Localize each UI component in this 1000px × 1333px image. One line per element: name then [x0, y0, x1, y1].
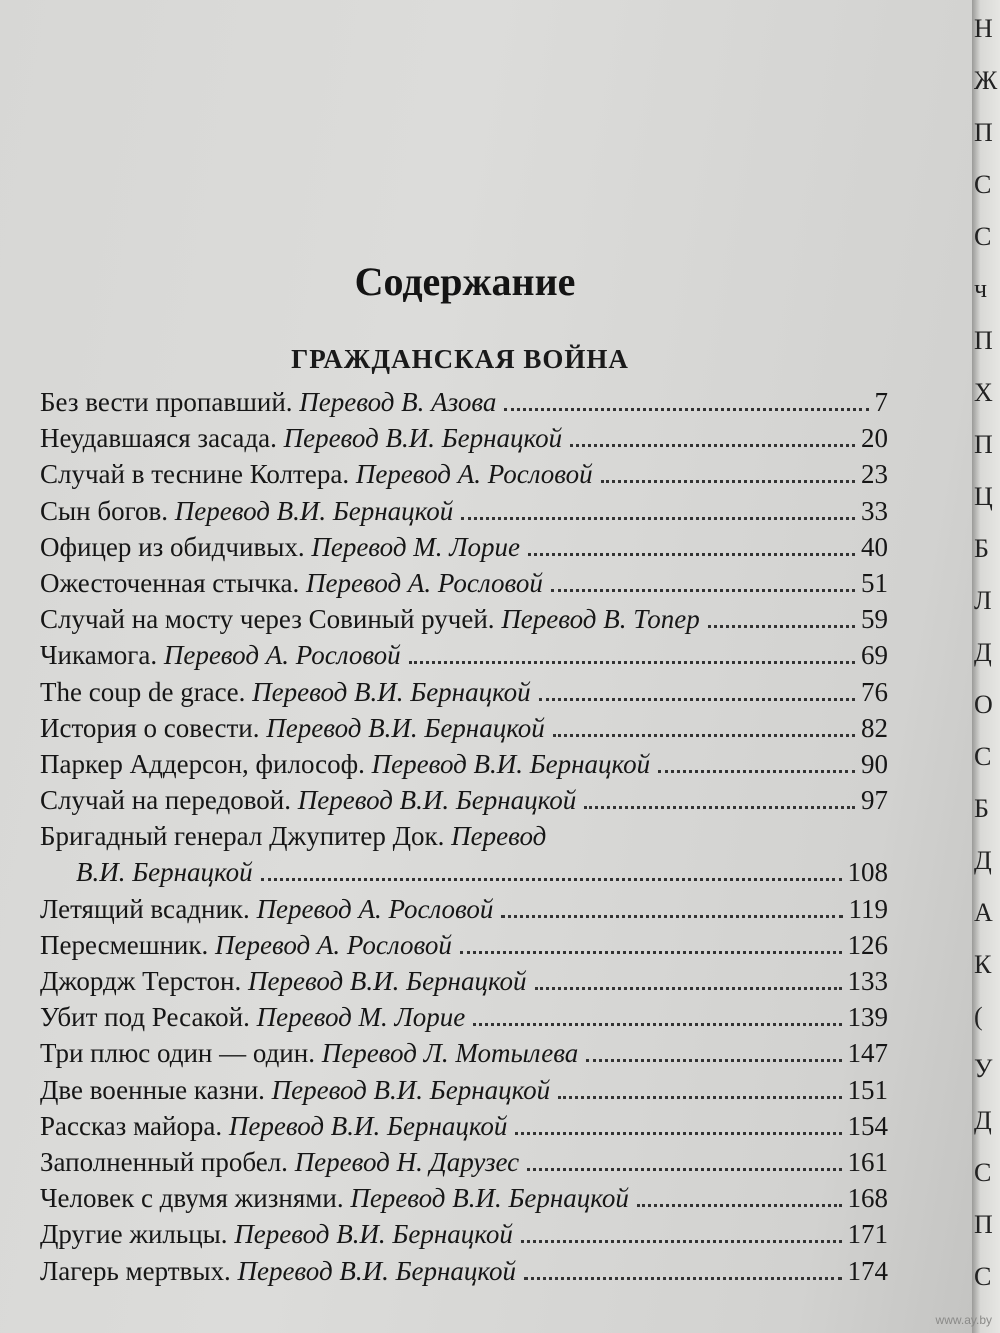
- edge-letter: П: [974, 430, 993, 459]
- entry-title: Без вести пропавший.: [40, 387, 293, 417]
- page-title: Содержание: [354, 259, 576, 304]
- leader-dots: [551, 589, 855, 592]
- entry-translator: Перевод В.И. Бернацкой: [228, 1110, 508, 1141]
- entry-title: История о совести.: [40, 712, 260, 743]
- edge-letter: О: [974, 690, 993, 719]
- toc-entry: [40, 674, 888, 710]
- edge-letter: Б: [974, 794, 989, 823]
- entry-title: Пересмешник.: [40, 929, 209, 960]
- entry-title: Случай на мосту через Совиный ручей.: [40, 604, 495, 635]
- toc-entry: [40, 565, 888, 601]
- edge-letter: Н: [974, 14, 993, 43]
- edge-letter: П: [974, 118, 993, 147]
- toc-entry: [40, 1253, 888, 1289]
- edge-letter: П: [974, 326, 993, 355]
- entry-title: Неудавшаяся засада.: [40, 423, 277, 454]
- adjacent-page-edge: [972, 0, 1000, 1333]
- entry-title: Заполненный пробел.: [40, 1146, 288, 1177]
- leader-dots: [539, 698, 855, 701]
- toc-entry: [40, 601, 888, 637]
- leader-dots: [584, 806, 855, 809]
- entry-page-number: 97: [861, 785, 888, 816]
- edge-letter: К: [974, 950, 992, 979]
- entry-translator: Перевод В.И. Бернацкой: [266, 712, 545, 743]
- toc-entry: [40, 1216, 888, 1252]
- toc-entry: [40, 710, 888, 746]
- edge-letter: С: [974, 742, 992, 771]
- entry-page-number: 82: [861, 712, 888, 743]
- entry-title: Чикамога.: [40, 640, 158, 671]
- entry-title: Случай на передовой.: [40, 785, 291, 816]
- entry-page-number: 23: [861, 459, 888, 490]
- entry-translator: Перевод А. Рословой: [215, 929, 452, 960]
- edge-letter: П: [974, 1210, 993, 1239]
- entry-page-number: 161: [847, 1146, 888, 1177]
- entry-page-number: 76: [861, 676, 888, 707]
- entry-translator: Перевод В.И. Бернацкой: [283, 423, 563, 454]
- leader-dots: [460, 951, 842, 954]
- entry-translator: Перевод В.И. Бернацкой: [297, 785, 577, 816]
- toc-entry: [40, 999, 888, 1035]
- entry-title: Лагерь мертвых.: [40, 1255, 231, 1286]
- entry-translator: Перевод В.И. Бернацкой: [350, 1183, 629, 1214]
- toc-entry: [40, 384, 888, 420]
- watermark: www.ay.by: [935, 1313, 992, 1327]
- edge-letter: У: [974, 1054, 993, 1083]
- entry-title: Убит под Ресакой.: [40, 1002, 250, 1033]
- entry-page-number: 174: [847, 1255, 888, 1286]
- entry-page-number: 51: [861, 567, 888, 598]
- section-title: ГРАЖДАНСКАЯ ВОЙНА: [291, 344, 629, 374]
- entry-title: The coup de grace.: [40, 676, 246, 707]
- edge-letter: Д: [974, 638, 992, 667]
- leader-dots: [637, 1204, 842, 1207]
- entry-translator: Перевод А. Рословой: [355, 459, 593, 490]
- edge-letter: Ж: [974, 66, 998, 95]
- entry-translator: Перевод В. Топер: [501, 604, 700, 635]
- toc-entry: [40, 637, 888, 673]
- entry-translator: Перевод В.И. Бернацкой: [271, 1074, 551, 1105]
- entry-title: Паркер Аддерсон, философ.: [40, 748, 365, 779]
- edge-letter: А: [974, 898, 993, 927]
- leader-dots: [461, 517, 855, 520]
- entry-title: Две военные казни.: [40, 1074, 265, 1105]
- toc-entry: [40, 456, 888, 492]
- leader-dots: [570, 444, 855, 447]
- edge-letter: С: [974, 222, 992, 251]
- entry-translator: Перевод В. Азова: [299, 387, 497, 417]
- toc-entry: [40, 963, 888, 999]
- entry-page-number: 7: [874, 387, 888, 417]
- entry-page-number: 126: [847, 929, 888, 960]
- entry-title: Случай в теснине Колтера.: [40, 459, 350, 490]
- entry-translator: Перевод В.И. Бернацкой: [234, 1219, 513, 1250]
- entry-page-number: 119: [848, 893, 888, 924]
- entry-title: Офицер из обидчивых.: [40, 531, 305, 562]
- leader-dots: [708, 625, 855, 628]
- leader-dots: [528, 553, 855, 556]
- entry-translator: Перевод М. Лорие: [256, 1002, 466, 1033]
- entry-page-number: 69: [861, 640, 888, 671]
- entry-title: Бригадный генерал Джупитер Док.: [40, 821, 445, 852]
- leader-dots: [535, 987, 842, 990]
- toc-entry: [40, 1035, 888, 1071]
- toc-entry: [40, 1180, 888, 1216]
- toc-entry: [40, 1072, 888, 1108]
- toc-entry: [40, 746, 888, 782]
- entry-title: Человек с двумя жизнями.: [40, 1183, 344, 1214]
- entry-translator: Перевод В.И. Бернацкой: [174, 495, 454, 526]
- leader-dots: [409, 661, 855, 664]
- toc-entry: [40, 1144, 888, 1180]
- entry-title: Летящий всадник.: [40, 893, 250, 924]
- entry-page-number: 40: [861, 531, 888, 562]
- entry-page-number: 59: [861, 604, 888, 635]
- edge-letter: Д: [974, 846, 992, 875]
- entry-page-number: 151: [847, 1074, 888, 1105]
- entry-page-number: 171: [847, 1219, 888, 1250]
- toc-entry: [40, 891, 888, 927]
- entry-page-number: 147: [847, 1038, 888, 1069]
- leader-dots: [527, 1168, 841, 1171]
- entry-page-number: 20: [861, 423, 888, 454]
- entry-translator: Перевод А. Рословой: [306, 567, 543, 598]
- edge-letter: С: [974, 1262, 992, 1291]
- table-of-contents: [40, 384, 888, 1289]
- edge-letter: Ц: [974, 482, 993, 511]
- leader-dots: [504, 408, 868, 411]
- edge-letter: С: [974, 170, 992, 199]
- leader-dots: [521, 1240, 842, 1243]
- leader-dots: [558, 1096, 841, 1099]
- edge-letter: С: [974, 1158, 992, 1187]
- leader-dots: [515, 1132, 841, 1135]
- entry-translator: Перевод В.И. Бернацкой: [371, 748, 651, 779]
- entry-translator: Перевод: [451, 821, 547, 852]
- leader-dots: [601, 480, 855, 483]
- leader-dots: [553, 734, 855, 737]
- leader-dots: [658, 770, 855, 773]
- entry-page-number: 90: [861, 748, 888, 779]
- toc-entry: [40, 927, 888, 963]
- entry-title: Джордж Терстон.: [40, 966, 242, 996]
- entry-translator: Перевод А. Рословой: [256, 893, 494, 924]
- entry-title: Ожесточенная стычка.: [40, 567, 300, 598]
- entry-page-number: 108: [847, 857, 888, 888]
- entry-translator: Перевод В.И. Бернацкой: [248, 966, 527, 996]
- entry-translator-continued: В.И. Бернацкой: [76, 857, 253, 888]
- edge-letter: Х: [974, 378, 993, 407]
- toc-entry: [40, 782, 888, 818]
- edge-letter: Б: [974, 534, 989, 563]
- entry-page-number: 133: [847, 966, 888, 996]
- entry-title: Сын богов.: [40, 495, 168, 526]
- entry-translator: Перевод Л. Мотылева: [321, 1038, 579, 1069]
- toc-entry: [40, 1108, 888, 1144]
- entry-page-number: 139: [847, 1002, 888, 1033]
- toc-entry: [40, 529, 888, 565]
- entry-title: Три плюс один — один.: [40, 1038, 315, 1069]
- leader-dots: [473, 1023, 841, 1026]
- entry-translator: Перевод Н. Дарузес: [294, 1146, 520, 1177]
- edge-letter: (: [974, 1002, 983, 1031]
- entry-translator: Перевод М. Лорие: [311, 531, 520, 562]
- edge-letter: ч: [974, 274, 988, 303]
- entry-title: Другие жильцы.: [40, 1219, 228, 1250]
- edge-letter: Л: [974, 586, 992, 615]
- leader-dots: [501, 915, 842, 918]
- entry-title: Рассказ майора.: [40, 1110, 223, 1141]
- entry-page-number: 154: [847, 1110, 888, 1141]
- leader-dots: [524, 1277, 842, 1280]
- entry-translator: Перевод В.И. Бернацкой: [237, 1255, 516, 1286]
- toc-entry: [40, 420, 888, 456]
- edge-letter: Д: [974, 1106, 992, 1135]
- entry-page-number: 33: [861, 495, 888, 526]
- toc-entry: [40, 818, 888, 890]
- leader-dots: [586, 1059, 841, 1062]
- entry-translator: Перевод А. Рословой: [163, 640, 401, 671]
- leader-dots: [261, 878, 842, 881]
- entry-page-number: 168: [847, 1183, 888, 1214]
- entry-translator: Перевод В.И. Бернацкой: [252, 676, 531, 707]
- toc-entry: [40, 493, 888, 529]
